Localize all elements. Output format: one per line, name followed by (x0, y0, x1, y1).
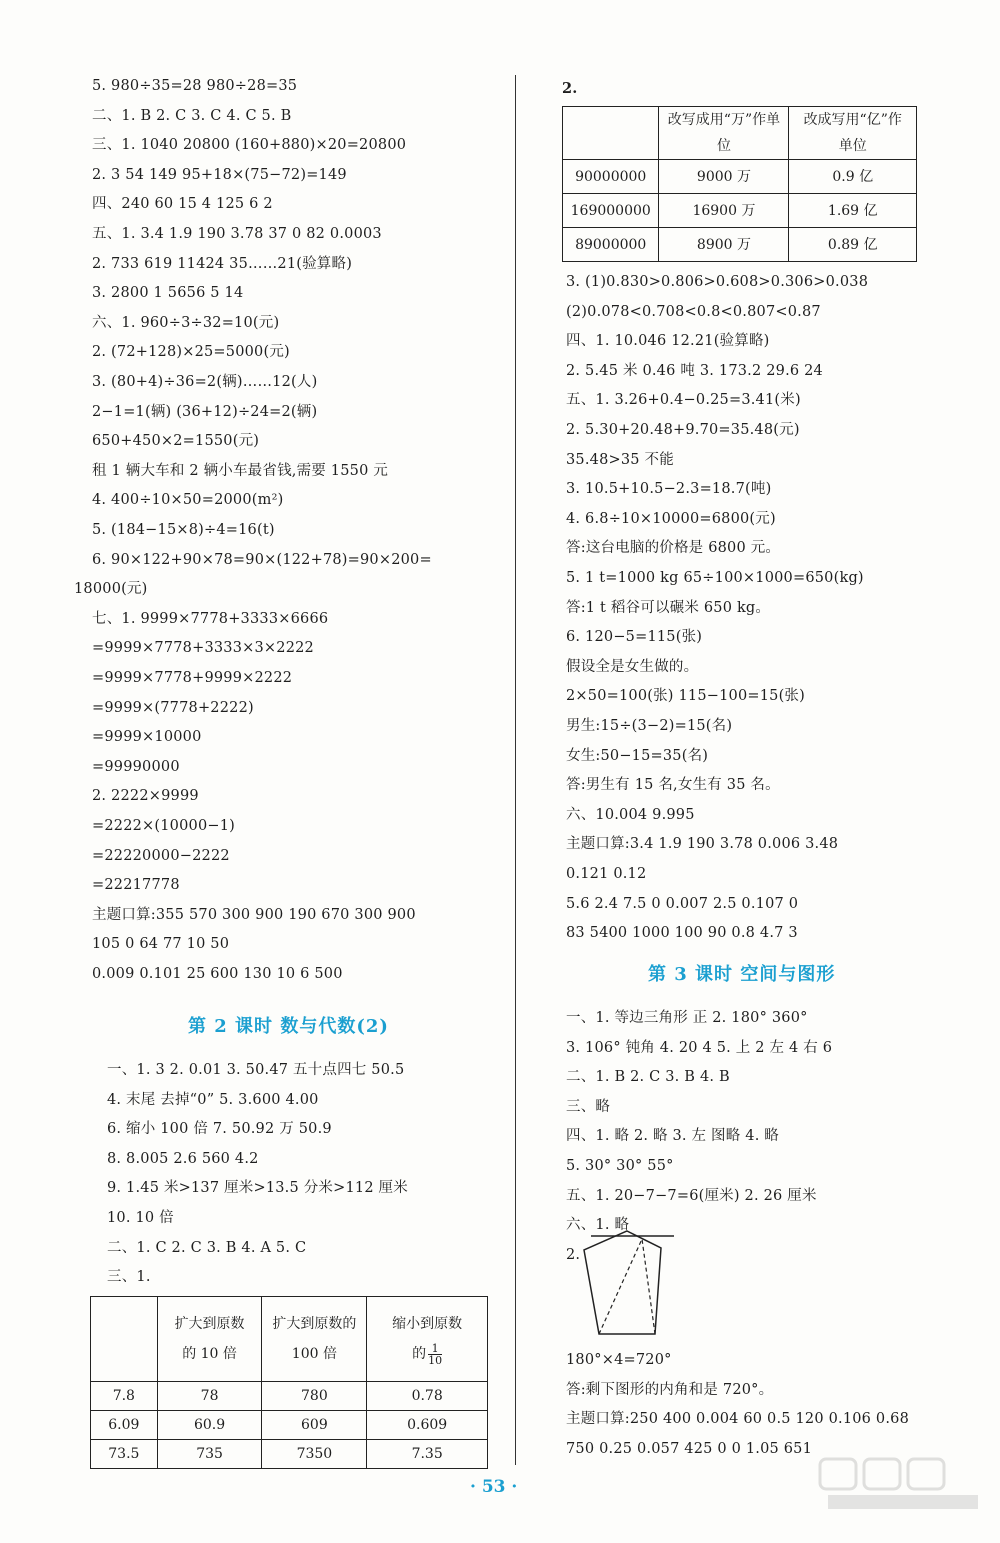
answer-line: 4. 6.8÷10×10000=6800(元) (566, 510, 776, 527)
answer-line: 答:剩下图形的内角和是 720°。 (566, 1381, 774, 1398)
answer-line: 六、1. 960÷3÷32=10(元) (92, 314, 280, 331)
answer-line: =9999×7778+3333×3×2222 (92, 640, 314, 657)
answer-line: 假设全是女生做的。 (566, 658, 699, 675)
answer-line: =22217778 (92, 877, 180, 894)
answer-line: 主题口算:250 400 0.004 60 0.5 120 0.106 0.68 (566, 1411, 909, 1428)
answer-line: =9999×(7778+2222) (92, 699, 254, 716)
answer-line: 9. 1.45 米>137 厘米>13.5 分米>112 厘米 (107, 1180, 408, 1197)
answer-line: =9999×7778+9999×2222 (92, 670, 293, 686)
answer-line: 6. 90×122+90×78=90×(122+78)=90×200= (92, 551, 432, 568)
answer-line: 主题口算:355 570 300 900 190 670 300 900 (92, 906, 416, 923)
table-row (91, 1411, 488, 1440)
table-header-cell: 改写成用“万”作单位 (659, 107, 789, 160)
table-cell: 89000000 (563, 228, 659, 262)
table-cell: 6.09 (91, 1411, 158, 1440)
answer-line: 2. 5.45 米 0.46 吨 3. 173.2 29.6 24 (566, 362, 823, 379)
answer-line: 2. 2222×9999 (92, 788, 199, 805)
table-row (563, 194, 917, 228)
answer-line: 83 5400 1000 100 90 0.8 4.7 3 (566, 925, 798, 942)
answer-line: 6. 缩小 100 倍 7. 50.92 万 50.9 (107, 1121, 332, 1138)
answer-line: 七、1. 9999×7778+3333×6666 (92, 610, 329, 627)
answer-line: 租 1 辆大车和 2 辆小车最省钱,需要 1550 元 (92, 462, 389, 479)
column-divider (515, 75, 516, 1465)
answer-line: 五、1. 3.4 1.9 190 3.78 37 0 82 0.0003 (92, 226, 382, 242)
answer-line: 0.009 0.101 25 600 130 10 6 500 (92, 966, 343, 982)
answer-line: 三、略 (566, 1098, 611, 1115)
table-cell: 169000000 (563, 194, 659, 228)
table-cell: 16900 万 (659, 194, 789, 228)
table-cell: 0.609 (367, 1411, 488, 1440)
question-label: 2. (562, 80, 578, 97)
answer-line: 650+450×2=1550(元) (92, 433, 260, 450)
answer-line: 4. 400÷10×50=2000(m²) (92, 492, 284, 509)
answer-line: 答:1 t 稻谷可以碾米 650 kg。 (566, 599, 771, 616)
answer-line: 2. (72+128)×25=5000(元) (92, 344, 290, 361)
answer-line: 2×50=100(张) 115−100=15(张) (566, 688, 805, 705)
answer-line: 四、1. 10.046 12.21(验算略) (566, 333, 770, 350)
table-cell: 7350 (262, 1440, 367, 1469)
answer-line: 0.121 0.12 (566, 866, 647, 882)
answer-line: 3. 106° 钝角 4. 20 4 5. 上 2 左 4 右 6 (566, 1039, 833, 1056)
section-2-title: 第 2 课时 数与代数(2) (188, 1016, 389, 1037)
table-cell: 735 (157, 1440, 262, 1469)
answer-line: 2. 5.30+20.48+9.70=35.48(元) (566, 422, 800, 438)
table-row (91, 1440, 488, 1469)
answer-line: 一、1. 3 2. 0.01 3. 50.47 五十点四七 50.5 (107, 1062, 405, 1078)
table-cell: 60.9 (157, 1411, 262, 1440)
answer-line: 五、1. 20−7−7=6(厘米) 2. 26 厘米 (566, 1187, 817, 1204)
answer-line: =2222×(10000−1) (92, 818, 236, 834)
table-row (563, 228, 917, 262)
pentagon-diagram (576, 1228, 676, 1340)
table-cell: 90000000 (563, 160, 659, 194)
answer-line: 答:这台电脑的价格是 6800 元。 (566, 540, 781, 557)
answer-line: 三、1. 1040 20800 (160+880)×20=20800 (92, 137, 407, 154)
table-cell: 780 (262, 1382, 367, 1411)
answer-line: 男生:15÷(3−2)=15(名) (566, 718, 733, 734)
table-cell: 0.89 亿 (789, 228, 917, 262)
table-cell: 0.9 亿 (789, 160, 917, 194)
table-header-cell: 改成写用“亿”作单位 (789, 107, 917, 160)
answer-line: 4. 末尾 去掉“0” 5. 3.600 4.00 (107, 1091, 319, 1108)
answer-line: 女生:50−15=35(名) (566, 747, 709, 764)
table-cell: 73.5 (91, 1440, 158, 1469)
answer-line: 二、1. C 2. C 3. B 4. A 5. C (107, 1239, 307, 1256)
table-cell: 78 (157, 1382, 262, 1411)
answer-line: 5. (184−15×8)÷4=16(t) (92, 522, 275, 538)
table-header-cell (563, 107, 659, 160)
watermark (818, 1453, 988, 1513)
table-cell: 7.35 (367, 1440, 488, 1469)
answer-line: 180°×4=720° (566, 1352, 672, 1368)
answer-line: 10. 10 倍 (107, 1210, 174, 1226)
answer-line: 六、10.004 9.995 (566, 806, 695, 823)
answer-line: 35.48>35 不能 (566, 451, 674, 468)
answer-line: 一、1. 等边三角形 正 2. 180° 360° (566, 1010, 808, 1026)
table-cell: 9000 万 (659, 160, 789, 194)
section-3-title: 第 3 课时 空间与图形 (648, 964, 836, 985)
table-cell: 7.8 (91, 1382, 158, 1411)
answer-line: 6. 120−5=115(张) (566, 629, 703, 646)
answer-line: 105 0 64 77 10 50 (92, 936, 230, 953)
page-number: · 53 · (470, 1477, 518, 1497)
table-row (91, 1382, 488, 1411)
answer-line: 2. 733 619 11424 35……21(验算略) (92, 255, 353, 272)
table-header-cell (91, 1297, 158, 1382)
answer-line: 二、1. B 2. C 3. B 4. B (566, 1069, 730, 1086)
rewrite-table (562, 106, 917, 262)
fraction-one-tenth: $\frac{1}{10}$ (428, 1341, 443, 1367)
answer-line: 3. (80+4)÷36=2(辆)……12(人) (92, 374, 318, 390)
answer-line: 三、1. (107, 1269, 151, 1286)
table-cell: 8900 万 (659, 228, 789, 262)
table-header-cell: 扩大到原数的 10 倍 (157, 1297, 262, 1382)
answer-line: 750 0.25 0.057 425 0 0 1.05 651 (566, 1440, 813, 1457)
answer-line: 18000(元) (74, 581, 148, 598)
table-row (563, 160, 917, 194)
answer-line: 二、1. B 2. C 3. C 4. C 5. B (92, 107, 292, 124)
answer-line: 六、1. 略 (566, 1217, 630, 1234)
answer-line: 四、240 60 15 4 125 6 2 (92, 196, 273, 213)
answer-line: 5. 30° 30° 55° (566, 1158, 674, 1174)
table-cell: 609 (262, 1411, 367, 1440)
answer-line: 3. 10.5+10.5−2.3=18.7(吨) (566, 481, 772, 498)
table-cell: 1.69 亿 (789, 194, 917, 228)
table-header-cell: 扩大到原数的 100 倍 (262, 1297, 367, 1382)
answer-line: 主题口算:3.4 1.9 190 3.78 0.006 3.48 (566, 836, 839, 853)
answer-line: (2)0.078<0.708<0.8<0.807<0.87 (566, 303, 821, 320)
table-cell: 0.78 (367, 1382, 488, 1411)
answer-line: 四、1. 略 2. 略 3. 左 图略 4. 略 (566, 1128, 780, 1145)
answer-line: 8. 8.005 2.6 560 4.2 (107, 1150, 259, 1167)
multiply-table (90, 1296, 488, 1469)
answer-line: =22220000−2222 (92, 847, 230, 864)
answer-line: 5. 980÷35=28 980÷28=35 (92, 78, 298, 94)
answer-line: 五、1. 3.26+0.4−0.25=3.41(米) (566, 392, 801, 409)
table-header-cell: 缩小到原数的 $\frac{1}{10}$ (367, 1297, 488, 1382)
answer-line: 5.6 2.4 7.5 0 0.007 2.5 0.107 0 (566, 895, 799, 912)
answer-line: =99990000 (92, 758, 180, 775)
answer-line: 答:男生有 15 名,女生有 35 名。 (566, 777, 780, 794)
answer-line: =9999×10000 (92, 729, 202, 746)
answer-line: 3. (1)0.830>0.806>0.608>0.306>0.038 (566, 274, 869, 290)
answer-line: 5. 1 t=1000 kg 65÷100×1000=650(kg) (566, 570, 864, 586)
answer-line: 2−1=1(辆) (36+12)÷24=2(辆) (92, 403, 318, 420)
answer-line: 2. (566, 1246, 581, 1263)
answer-line: 2. 3 54 149 95+18×(75−72)=149 (92, 166, 347, 183)
answer-line: 3. 2800 1 5656 5 14 (92, 285, 244, 302)
